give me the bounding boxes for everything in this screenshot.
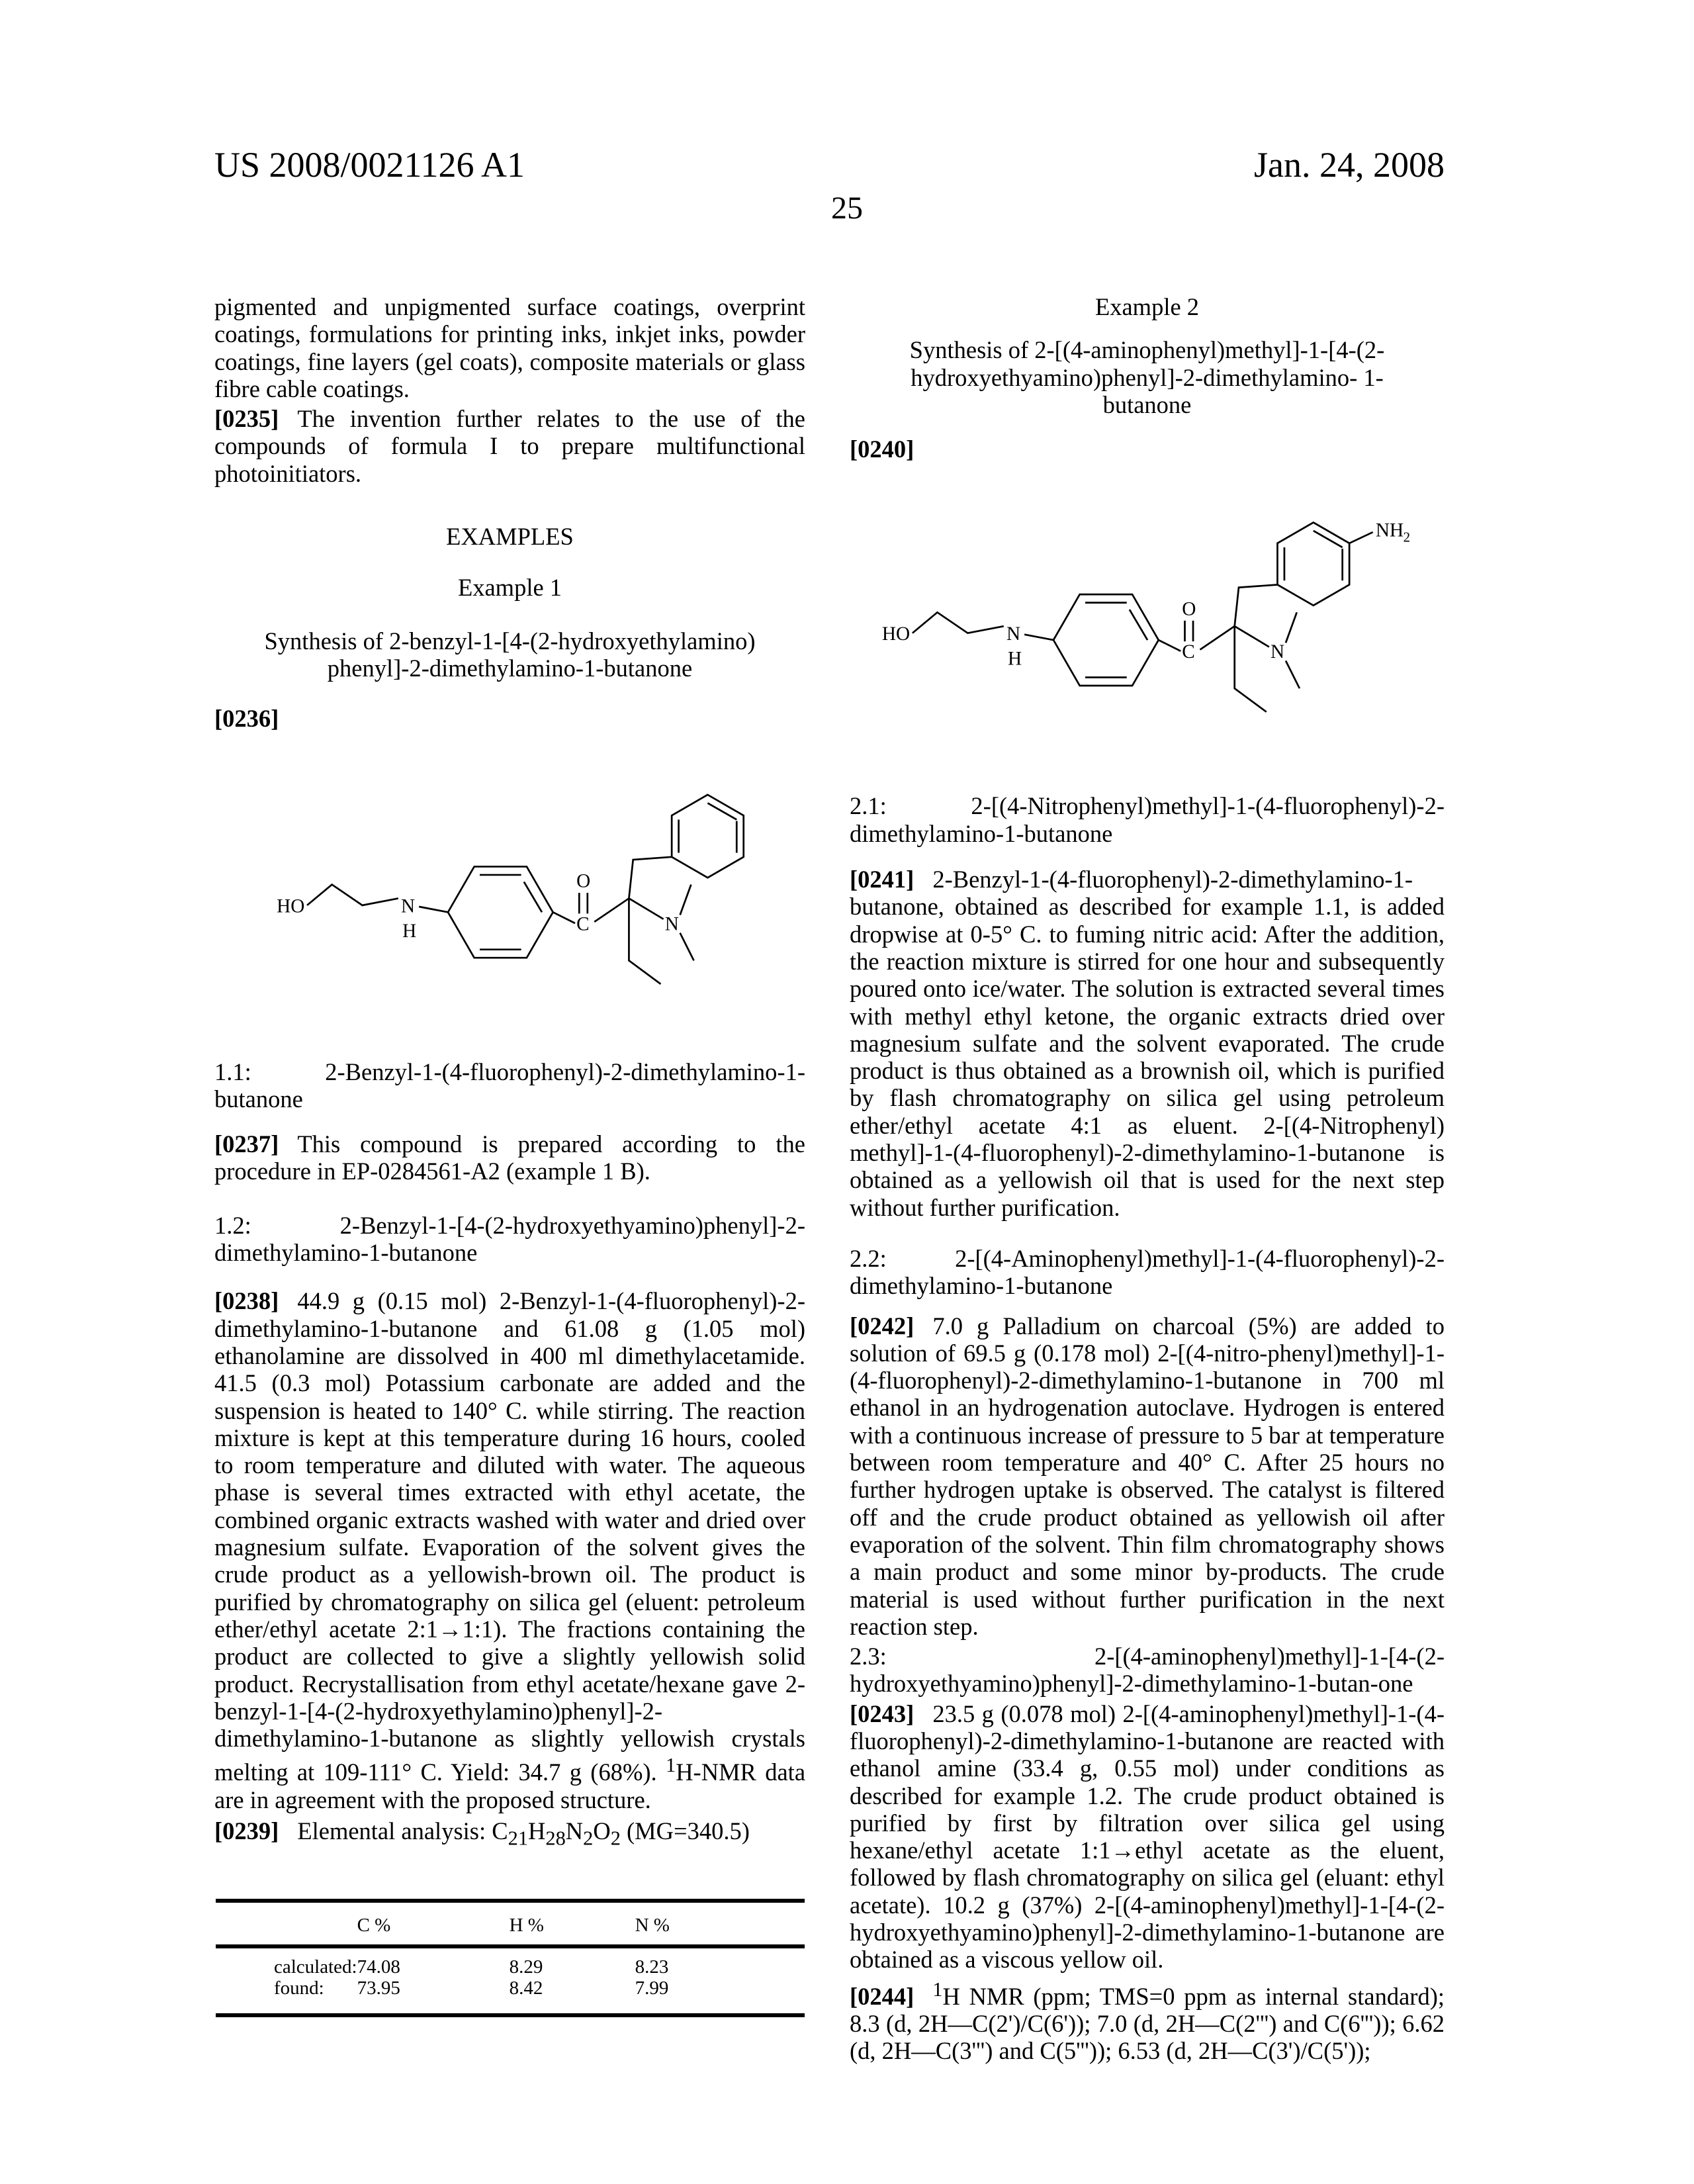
svg-text:N: N [401,895,415,917]
paragraph-0244: [0244] 1H NMR (ppm; TMS=0 ppm as internal standard); 8.3 (d, 2H—C(2')/C(6')); 7.0 (d, 2H—C(2''') and C(6''')); 6.62 (d, 2H—C(3''') and C(5''')); 6.53 (d, 2H—C(3')/C(5')); [850,1976,1445,2065]
page-number: 25 [814,191,880,226]
column-header: H % [510,1901,635,1946]
intro-paragraph: pigmented and unpigmented surface coatings, overprint coatings, formulations for printing inks, inkjet inks, powder coatings, fine layers (gel coats), composite materials or glass fibre cable coatings. [214,293,805,402]
svg-text:N: N [665,913,679,934]
paragraph-0242: [0242] 7.0 g Palladium on charcoal (5%) are added to solution of 69.5 g (0.178 mol) 2-[(4-nitro-phenyl)methyl]-1-(4-fluorophenyl)-2-dimethylamino-1-butanone in 700 ml ethanol in an hydrogenation autoclave. Hydrogen is entered with a continuous increase of pressure to 5 bar at temperature between room temperature and 40° C. After 25 hours no further hydrogen uptake is observed. The catalyst is filtered off and the crude product obtained as yellowish oil after evaporation of the solvent. Thin film chromatography shows a main product and some minor by-products. The crude material is used without further purification in the next reaction step. [850,1312,1445,1641]
paragraph-0241: [0241] 2-Benzyl-1-(4-fluorophenyl)-2-dimethylamino-1-butanone, obtained as described for example 1.1, is added dropwise at 0-5° C. to fuming nitric acid: After the addition, the reaction mixture is stirred for one hour and subsequently poured onto ice/water. The solution is extracted several times with methyl ethyl ketone, the organic extracts dried over magnesium sulfate and the solvent evaporated. The crude product is thus obtained as a brownish oil, which is purified by flash chromatography on silica gel using petroleum ether/ethyl acetate 4:1 as eluent. 2-[(4-Nitrophenyl) methyl]-1-(4-fluorophenyl)-2-dimethylamino-1-butanone is obtained as a yellowish oil that is used for the next step without further purification. [850,866,1445,1221]
section-1-1-heading: 1.1: 2-Benzyl-1-(4-fluorophenyl)-2-dimethylamino-1-butanone [214,1058,805,1113]
svg-text:HO: HO [277,895,304,917]
svg-text:H: H [402,920,416,941]
paragraph-0243: [0243] 23.5 g (0.078 mol) 2-[(4-aminophenyl)methyl]-1-(4-fluorophenyl)-2-dimethylamino-1-butanone are reacted with ethanol amine (33.4 g, 0.55 mol) under conditions as described for example 1.2. The crude product obtained is purified by first by filtration over silica gel using hexane/ethyl acetate 1:1→ethyl acetate as the eluent, followed by flash chromatography on silica gel (eluant: ethyl acetate). 10.2 g (37%) 2-[(4-aminophenyl)methyl]-1-[4-(2-hydroxyethyamino)phenyl]-2-dimethylamino-1-butanone are obtained as a viscous yellow oil. [850,1700,1445,1974]
table-row: calculated: 74.08 8.29 8.23 [216,1946,805,1978]
paragraph-0240-number: [0240] [850,435,1445,463]
svg-text:O: O [1182,599,1196,620]
chemical-structure-example-2 [868,503,1394,713]
example-1-heading: Example 1 [214,574,805,601]
section-2-3-heading: 2.3: 2-[(4-aminophenyl)methyl]-1-[4-(2-hydroxyethyamino)phenyl]-2-dimethylamino-1-butan-one [850,1643,1445,1698]
examples-heading: EXAMPLES [214,523,805,550]
svg-text:NH: NH [1376,520,1404,541]
svg-text:N: N [1270,642,1284,663]
example-1-title: Synthesis of 2-benzyl-1-[4-(2-hydroxyethylamino) phenyl]-2-dimethylamino-1-butanone [214,627,805,682]
paragraph-0236-number: [0236] [214,705,805,732]
paragraph-0237: [0237] This compound is prepared according to the procedure in EP-0284561-A2 (example 1 B). [214,1130,805,1185]
right-column [850,293,1445,2065]
paragraph-number: [0235] [214,405,279,432]
column-header: C % [357,1901,510,1946]
publication-date: Jan. 24, 2008 [1254,144,1445,185]
paragraph-0238: [0238] 44.9 g (0.15 mol) 2-Benzyl-1-(4-fluorophenyl)-2-dimethylamino-1-butanone and 61.08 g (1.05 mol) ethanolamine are dissolved in 400 ml dimethylacetamide. 41.5 (0.3 mol) Potassium carbonate are added and the suspension is heated to 140° C. while stirring. The reaction mixture is kept at this temperature during 16 hours, cooled to room temperature and diluted with water. The aqueous phase is several times extracted with ethyl acetate, the combined organic extracts washed with water and dried over magnesium sulfate. Evaporation of the solvent gives the crude product as a yellowish-brown oil. The product is purified by chromatography on silica gel (eluent: petroleum ether/ethyl acetate 2:1→1:1). The fractions containing the product are collected to give a slightly yellowish solid product. Recrystallisation from ethyl acetate/hexane gave 2-benzyl-1-[4-(2-hydroxyethylamino)phenyl]-2-dimethylamino-1-butanone as slightly yellowish crystals melting at 109-111° C. Yield: 34.7 g (68%). 1H-NMR data are in agreement with the proposed structure. [214,1287,805,1813]
svg-text:2: 2 [1404,529,1410,545]
section-1-2-heading: 1.2: 2-Benzyl-1-[4-(2-hydroxyethyamino)phenyl]-2-dimethylamino-1-butanone [214,1212,805,1267]
example-2-title: Synthesis of 2-[(4-aminophenyl)methyl]-1-[4-(2-hydroxyethyamino)phenyl]-2-dimethylamino- 1-butanone [850,336,1445,418]
example-2-heading: Example 2 [850,293,1445,320]
paragraph-0239: [0239] Elemental analysis: C21H28N2O2 (MG=340.5) [214,1817,805,1852]
svg-text:C: C [1182,642,1195,663]
section-2-1-heading: 2.1: 2-[(4-Nitrophenyl)methyl]-1-(4-fluorophenyl)-2-dimethylamino-1-butanone [850,792,1445,847]
elemental-analysis-table [216,1899,805,2017]
paragraph-0235: [0235] The invention further relates to the use of the compounds of formula I to prepare multifunctional photoinitiators. [214,405,805,487]
svg-text:C: C [576,913,590,934]
svg-text:O: O [576,870,590,891]
column-header: N % [635,1901,805,1946]
svg-text:N: N [1006,624,1020,645]
publication-number: US 2008/0021126 A1 [214,144,525,185]
chemical-structure-example-1 [263,781,760,1002]
svg-text:H: H [1008,649,1022,670]
section-2-2-heading: 2.2: 2-[(4-Aminophenyl)methyl]-1-(4-fluorophenyl)-2-dimethylamino-1-butanone [850,1245,1445,1300]
left-column [214,293,805,2017]
svg-text:HO: HO [882,624,910,645]
table-row: found: 73.95 8.42 7.99 [216,1978,805,2015]
